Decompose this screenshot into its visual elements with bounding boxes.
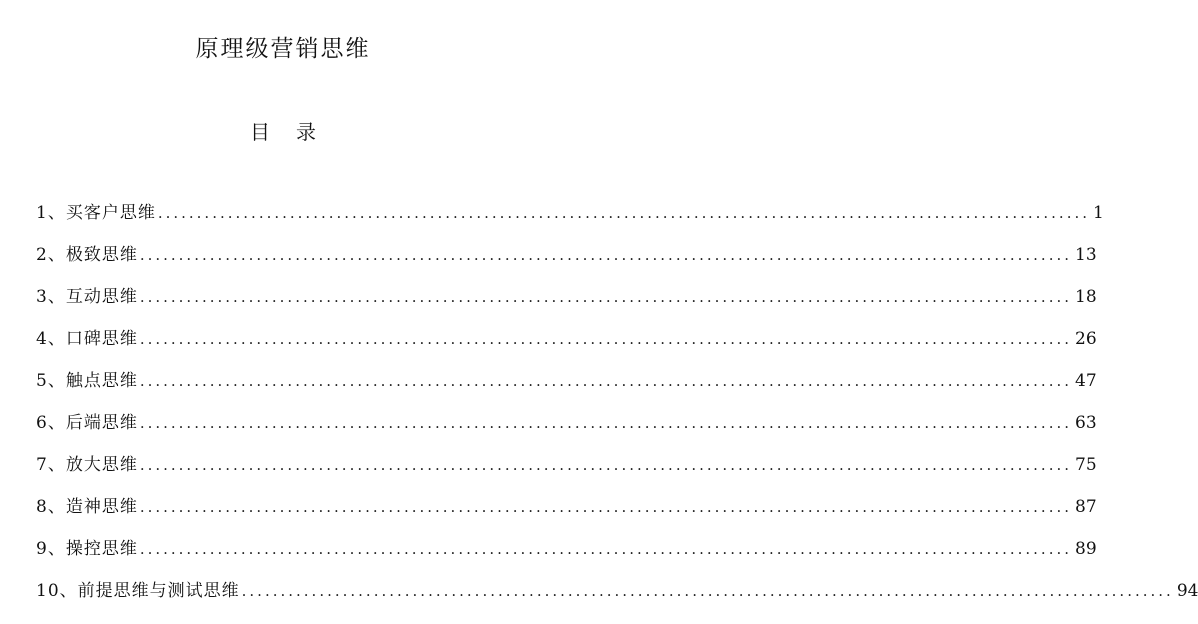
- toc-entry-page: 75: [1075, 455, 1097, 475]
- leader-dots: ........................................................................................................................: [139, 414, 1072, 432]
- toc-entry[interactable]: [36, 534, 1097, 576]
- toc-entry-label: 8、造神思维: [36, 497, 138, 517]
- document-title: 原理级营销思维: [195, 36, 371, 62]
- toc-heading-char-1: 目: [250, 120, 270, 144]
- toc-list: [36, 198, 1198, 618]
- toc-entry-label: 10、前提思维与测试思维: [36, 581, 240, 601]
- toc-entry-label: 1、买客户思维: [36, 203, 156, 223]
- toc-entry[interactable]: [36, 450, 1097, 492]
- toc-entry-page: 26: [1075, 329, 1097, 349]
- toc-entry-label: 6、后端思维: [36, 413, 138, 433]
- toc-entry[interactable]: [36, 366, 1097, 408]
- toc-heading-char-2: 录: [296, 120, 316, 144]
- leader-dots: ........................................................................................................................: [139, 288, 1072, 306]
- toc-entry[interactable]: [36, 492, 1097, 534]
- leader-dots: ........................................................................................................................: [139, 372, 1072, 390]
- toc-entry-label: 2、极致思维: [36, 245, 138, 265]
- leader-dots: ........................................................................................................................: [139, 246, 1072, 264]
- leader-dots: ........................................................................................................................: [139, 498, 1072, 516]
- toc-entry-label: 3、互动思维: [36, 287, 138, 307]
- toc-entry-page: 18: [1075, 287, 1097, 307]
- toc-entry-label: 7、放大思维: [36, 455, 138, 475]
- toc-entry-page: 1: [1093, 203, 1104, 223]
- toc-entry[interactable]: [36, 576, 1198, 618]
- toc-entry-page: 63: [1075, 413, 1097, 433]
- toc-entry-page: 87: [1075, 497, 1097, 517]
- leader-dots: ........................................................................................................................: [241, 582, 1174, 600]
- leader-dots: ........................................................................................................................: [157, 204, 1090, 222]
- toc-entry-page: 89: [1075, 539, 1097, 559]
- toc-heading: [0, 116, 566, 145]
- toc-entry-page: 94: [1176, 581, 1198, 601]
- toc-entry[interactable]: [36, 324, 1097, 366]
- toc-entry[interactable]: [36, 408, 1097, 450]
- leader-dots: ........................................................................................................................: [139, 456, 1072, 474]
- leader-dots: ........................................................................................................................: [139, 330, 1072, 348]
- toc-entry[interactable]: [36, 240, 1097, 282]
- toc-entry[interactable]: [36, 198, 1104, 240]
- toc-entry-label: 4、口碑思维: [36, 329, 138, 349]
- leader-dots: ........................................................................................................................: [139, 540, 1072, 558]
- toc-entry[interactable]: [36, 282, 1097, 324]
- toc-entry-page: 13: [1075, 245, 1097, 265]
- toc-entry-label: 5、触点思维: [36, 371, 138, 391]
- toc-entry-page: 47: [1075, 371, 1097, 391]
- toc-entry-label: 9、操控思维: [36, 539, 138, 559]
